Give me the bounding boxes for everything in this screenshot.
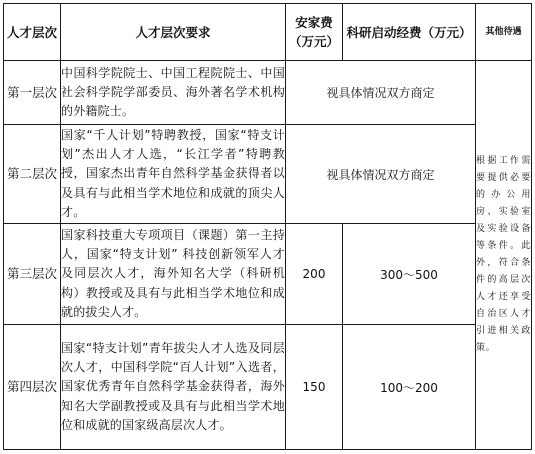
header-level: 人才层次 bbox=[4, 4, 61, 61]
settle-fee-cell: 200 bbox=[286, 224, 343, 325]
research-fund-cell: 300～500 bbox=[343, 224, 476, 325]
negotiated-cell: 视具体情况双方商定 bbox=[286, 125, 476, 224]
requirement-cell: 国家“特支计划”青年拔尖人才人选及同层次人才，中国科学院“百人计划”入选者，国家优秀青年自然科学基金获得者，海外知名大学副教授或及具有与此相当学术地位和成就的国家级高层次人才。 bbox=[61, 325, 286, 450]
settle-fee-cell: 150 bbox=[286, 325, 343, 450]
level-cell: 第四层次 bbox=[4, 325, 61, 450]
header-requirement: 人才层次要求 bbox=[61, 4, 286, 61]
header-research-fund: 科研启动经费（万元） bbox=[343, 4, 476, 61]
table-row bbox=[4, 224, 532, 325]
requirement-cell: 国家科技重大专项项目（课题）第一主持人，国家“特支计划” 科技创新领军人才及同层次人才，海外知名大学（科研机构）教授或及具有与此相当学术地位和成就的拔尖人才。 bbox=[61, 224, 286, 325]
table-row bbox=[4, 125, 532, 224]
talent-level-table bbox=[3, 3, 532, 450]
requirement-cell: 国家“千人计划”特聘教授，国家“特支计划”杰出人才人选，“长江学者”特聘教授，国家杰出青年自然科学基金获得者以及具有与此相当学术地位和成就的顶尖人才。 bbox=[61, 125, 286, 224]
negotiated-cell: 视具体情况双方商定 bbox=[286, 61, 476, 125]
level-cell: 第三层次 bbox=[4, 224, 61, 325]
requirement-cell: 中国科学院院士、中国工程院院士、中国社会科学院学部委员、海外著名学术机构的外籍院士。 bbox=[61, 61, 286, 125]
header-other-benefits: 其他待遇 bbox=[476, 4, 532, 61]
other-benefits-cell: 根据工作需要提供必要的办公用房、实验室及实验设备等条件。此外，符合条件的高层次人才还享受自治区人才引进相关政策。 bbox=[476, 61, 532, 450]
table-row bbox=[4, 61, 532, 125]
header-settle-fee: 安家费（万元） bbox=[286, 4, 343, 61]
research-fund-cell: 100～200 bbox=[343, 325, 476, 450]
level-cell: 第二层次 bbox=[4, 125, 61, 224]
table-row bbox=[4, 325, 532, 450]
level-cell: 第一层次 bbox=[4, 61, 61, 125]
table-header-row bbox=[4, 4, 532, 61]
